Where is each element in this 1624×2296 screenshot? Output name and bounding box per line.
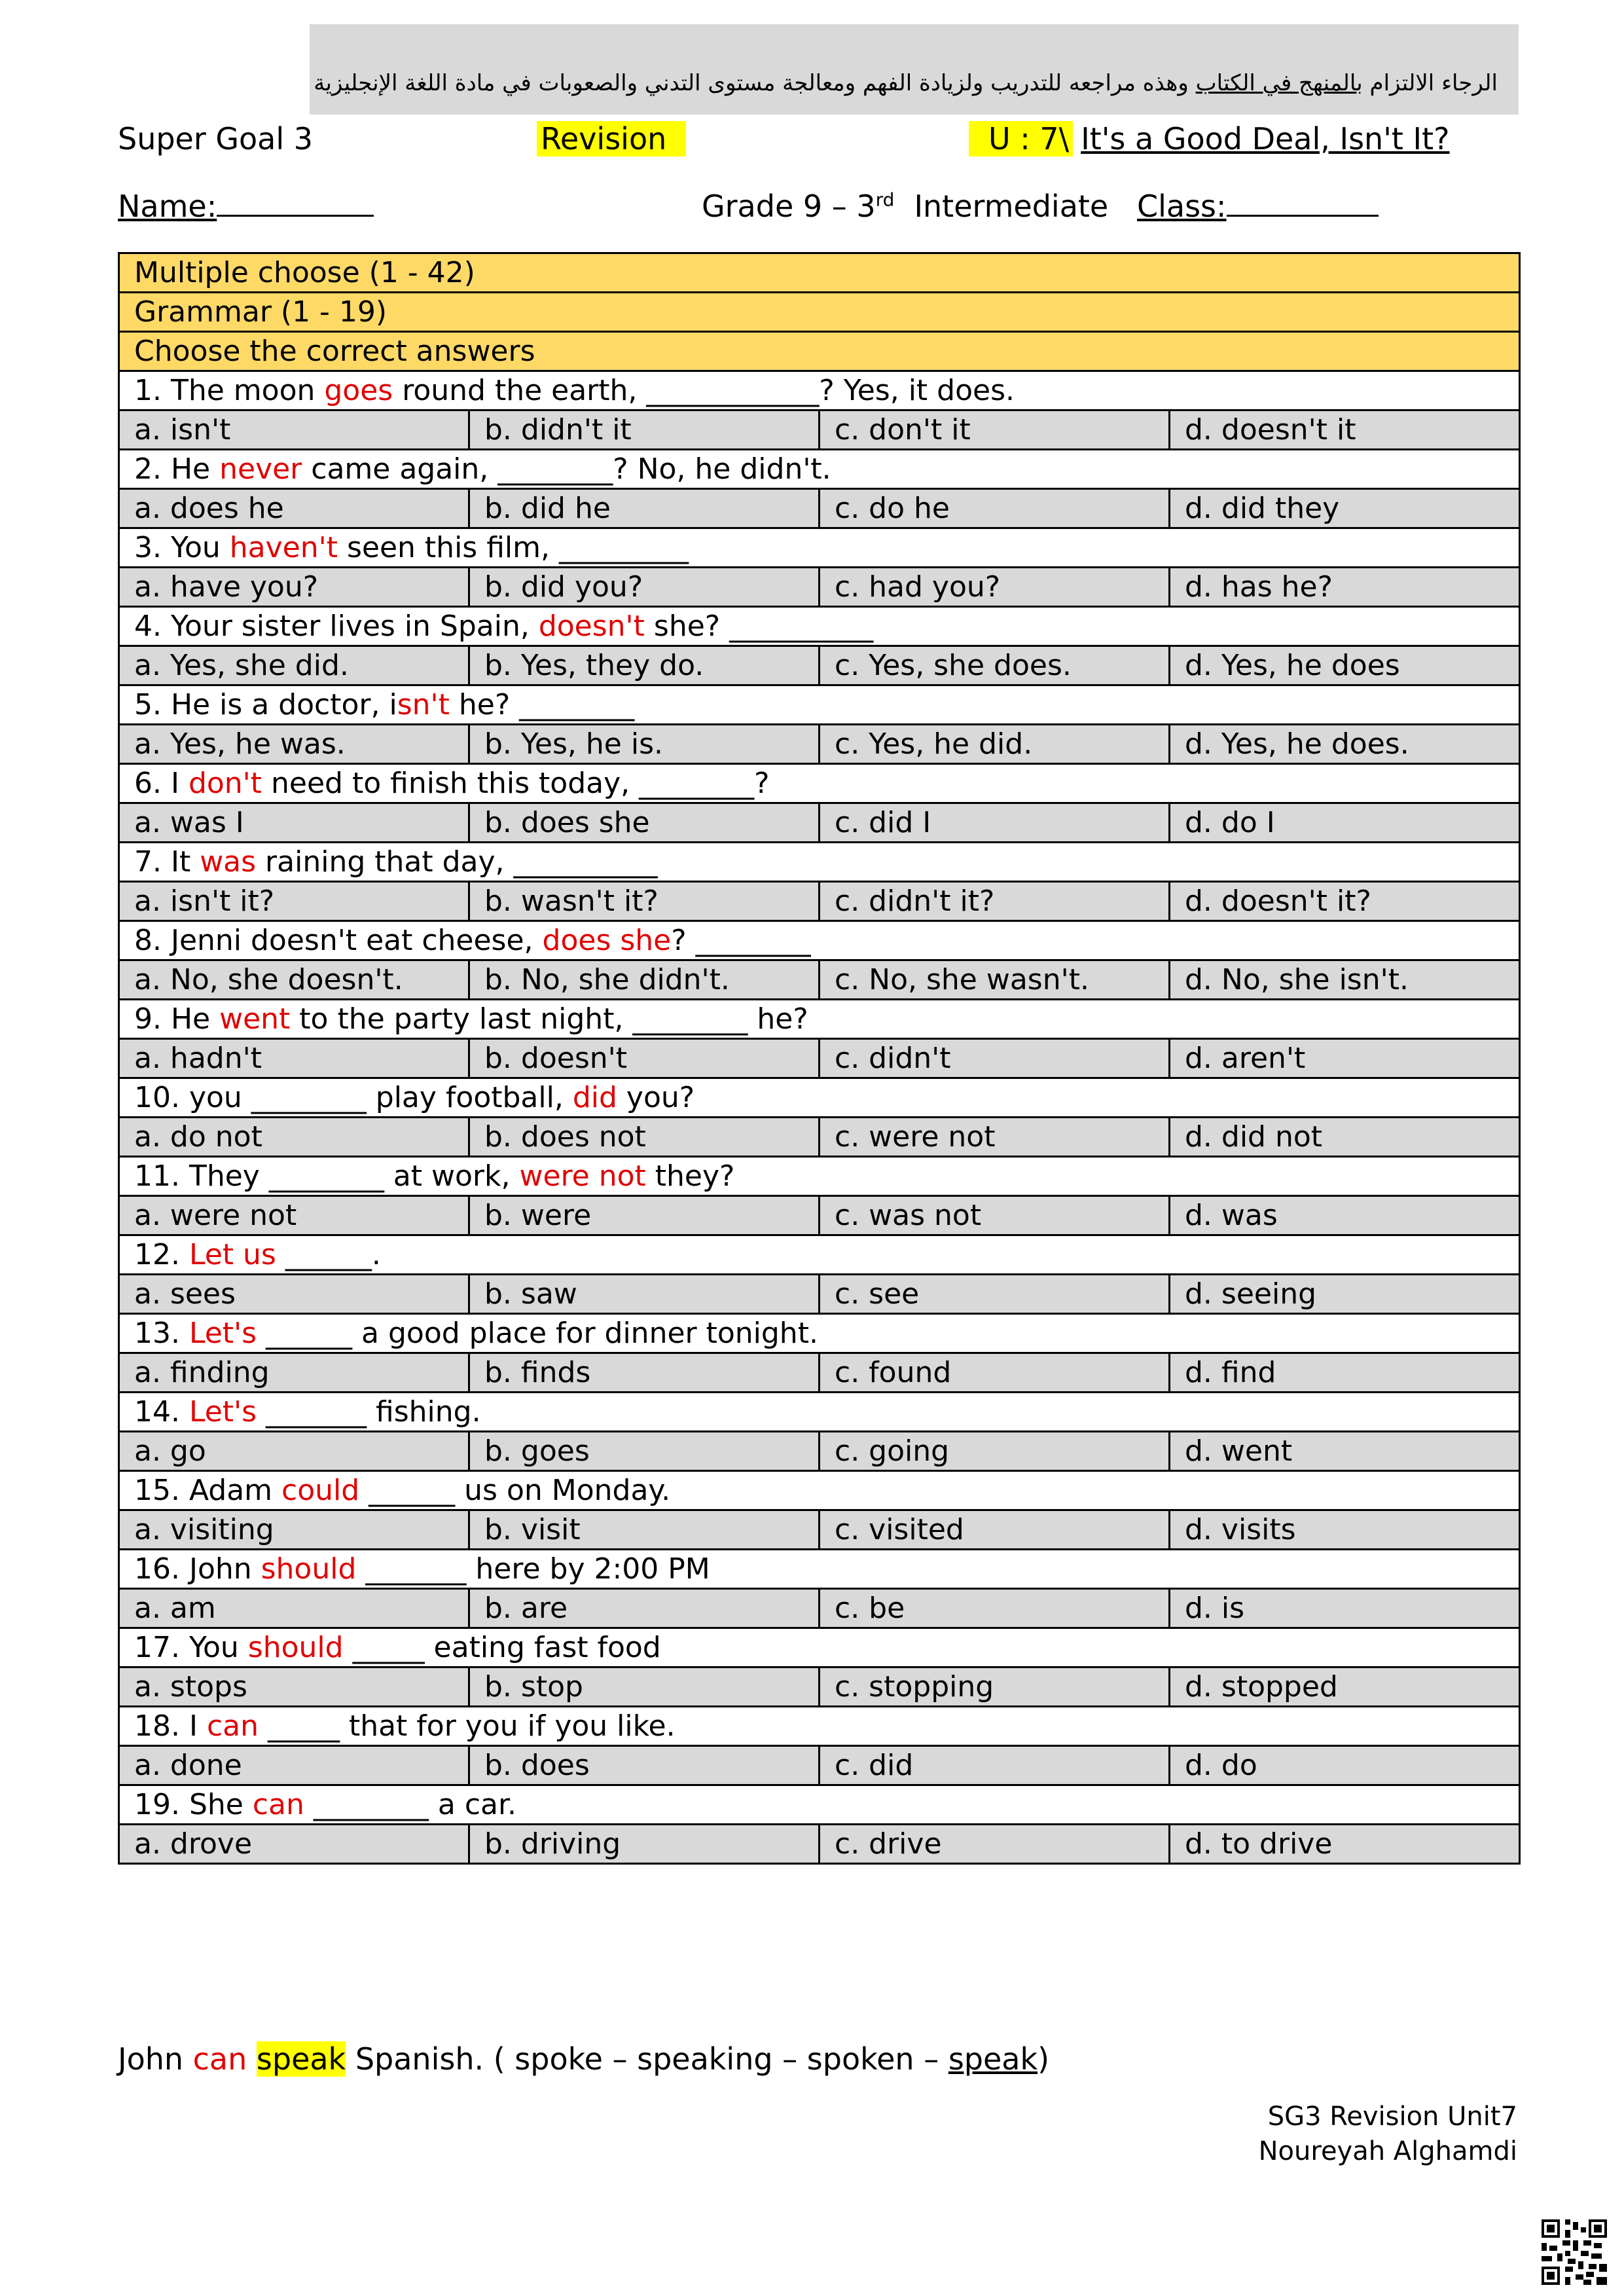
question-fragment: he? ________	[449, 688, 635, 721]
question-fragment: you?	[617, 1081, 695, 1114]
question-fragment: 15. Adam	[134, 1474, 282, 1507]
answer-option[interactable]: d. is	[1170, 1589, 1520, 1628]
answer-option[interactable]: d. doesn't it?	[1170, 882, 1520, 921]
answer-option[interactable]: a. go	[119, 1432, 469, 1471]
question-fragment: 17. You	[134, 1631, 248, 1664]
answer-option[interactable]: c. did	[820, 1746, 1170, 1785]
question-row	[119, 1707, 1520, 1746]
grade-label: Grade 9 – 3rd Intermediate	[702, 189, 1109, 224]
answer-option[interactable]: d. seeing	[1170, 1275, 1520, 1314]
options-row	[119, 882, 1520, 921]
answer-option[interactable]: a. am	[119, 1589, 469, 1628]
question-fragment: 4. Your sister lives in Spain,	[134, 610, 539, 643]
question-fragment: ________ a car.	[304, 1788, 517, 1821]
answer-option[interactable]: c. visited	[820, 1510, 1170, 1550]
keyword: could	[281, 1474, 360, 1507]
answer-option[interactable]: b. were	[469, 1196, 820, 1235]
keyword: was	[200, 845, 257, 879]
question-row	[119, 1628, 1520, 1667]
answer-option[interactable]: a. No, she doesn't.	[119, 960, 469, 1000]
question-row	[119, 1314, 1520, 1353]
question-text	[119, 1235, 1520, 1275]
answer-option[interactable]: b. didn't it	[469, 410, 820, 450]
example-note: John can speak Spanish. ( spoke – speaking – spoken – speak)	[118, 2041, 1050, 2077]
answer-option[interactable]: b. No, she didn't.	[469, 960, 820, 1000]
question-row	[119, 1235, 1520, 1275]
question-fragment: need to finish this today, ________?	[262, 767, 770, 800]
answer-option[interactable]: d. did not	[1170, 1118, 1520, 1157]
options-row	[119, 568, 1520, 607]
answer-option[interactable]: d. do	[1170, 1746, 1520, 1785]
quiz-table	[118, 252, 1521, 1865]
options-row	[119, 1432, 1520, 1471]
question-fragment: 14.	[134, 1395, 189, 1429]
question-fragment: raining that day, __________	[256, 845, 658, 879]
question-fragment: 9. He	[134, 1002, 220, 1036]
answer-option[interactable]: a. were not	[119, 1196, 469, 1235]
options-row	[119, 1196, 1520, 1235]
answer-option[interactable]: c. were not	[820, 1118, 1170, 1157]
question-fragment: 10. you ________ play football,	[134, 1081, 573, 1114]
question-fragment: _______ fishing.	[257, 1395, 481, 1429]
answer-option[interactable]: a. finding	[119, 1353, 469, 1393]
options-row	[119, 489, 1520, 528]
options-row	[119, 725, 1520, 764]
question-row	[119, 450, 1520, 489]
question-text	[119, 685, 1520, 725]
answer-option[interactable]: c. had you?	[820, 568, 1170, 607]
options-row	[119, 1353, 1520, 1393]
options-row	[119, 410, 1520, 450]
banner-instruction: الرجاء الالتزام بالمنهج في الكتاب وهذه مراجعه للتدريب ولزيادة الفهم ومعالجة مستوى التدني والصعوبات في مادة اللغة الإنجليزية	[314, 70, 1498, 96]
options-row	[119, 960, 1520, 1000]
question-fragment: 16. John	[134, 1552, 261, 1586]
answer-option[interactable]: c. drive	[820, 1825, 1170, 1864]
answer-option[interactable]: c. be	[820, 1589, 1170, 1628]
question-text	[119, 1707, 1520, 1746]
question-fragment: 5. He is a doctor, i	[134, 688, 397, 721]
question-fragment: 3. You	[134, 531, 230, 564]
answer-option[interactable]: b. visit	[469, 1510, 820, 1550]
footer-author: Noureyah Alghamdi	[1258, 2136, 1517, 2166]
question-row	[119, 921, 1520, 960]
question-fragment: came again, ________? No, he didn't.	[302, 452, 831, 486]
question-text	[119, 1000, 1520, 1039]
question-text	[119, 1550, 1520, 1589]
answer-option[interactable]: d. find	[1170, 1353, 1520, 1393]
question-fragment: _______ here by 2:00 PM	[356, 1552, 710, 1586]
answer-option[interactable]: b. does not	[469, 1118, 820, 1157]
answer-option[interactable]: d. visits	[1170, 1510, 1520, 1550]
question-row	[119, 764, 1520, 803]
question-text	[119, 1628, 1520, 1667]
answer-option[interactable]: a. done	[119, 1746, 469, 1785]
question-text	[119, 1157, 1520, 1196]
revision-label: Revision	[537, 121, 686, 156]
answer-option[interactable]: a. stops	[119, 1667, 469, 1707]
question-fragment: 6. I	[134, 767, 189, 800]
options-row	[119, 1667, 1520, 1707]
answer-option[interactable]: d. has he?	[1170, 568, 1520, 607]
keyword: did	[572, 1081, 617, 1114]
keyword: can	[252, 1788, 304, 1821]
answer-option[interactable]: b. stop	[469, 1667, 820, 1707]
question-fragment: 8. Jenni doesn't eat cheese,	[134, 924, 543, 957]
answer-option[interactable]: a. Yes, he was.	[119, 725, 469, 764]
grammar-title: Grammar (1 - 19)	[119, 293, 1520, 332]
answer-option[interactable]: a. does he	[119, 489, 469, 528]
keyword: went	[219, 1002, 291, 1036]
answer-option[interactable]: b. Yes, they do.	[469, 646, 820, 685]
answer-option[interactable]: a. do not	[119, 1118, 469, 1157]
keyword: should	[261, 1552, 357, 1586]
keyword: haven't	[229, 531, 338, 564]
question-row	[119, 371, 1520, 410]
answer-option[interactable]: c. see	[820, 1275, 1170, 1314]
question-text	[119, 1471, 1520, 1510]
question-fragment: ? ________	[671, 924, 811, 957]
question-fragment: 11. They ________ at work,	[134, 1159, 520, 1193]
question-row	[119, 1000, 1520, 1039]
answer-option[interactable]: c. didn't it?	[820, 882, 1170, 921]
keyword: can	[206, 1709, 259, 1743]
answer-option[interactable]: a. hadn't	[119, 1039, 469, 1078]
answer-option[interactable]: b. did you?	[469, 568, 820, 607]
answer-option[interactable]: c. was not	[820, 1196, 1170, 1235]
answer-option[interactable]: b. goes	[469, 1432, 820, 1471]
question-text	[119, 1078, 1520, 1118]
question-fragment: ______ a good place for dinner tonight.	[257, 1317, 818, 1350]
options-row	[119, 1275, 1520, 1314]
answer-option[interactable]: d. Yes, he does.	[1170, 725, 1520, 764]
options-row	[119, 646, 1520, 685]
question-row	[119, 1471, 1520, 1510]
answer-option[interactable]: c. Yes, she does.	[820, 646, 1170, 685]
question-row	[119, 843, 1520, 882]
answer-option[interactable]: c. didn't	[820, 1039, 1170, 1078]
answer-option[interactable]: a. have you?	[119, 568, 469, 607]
top-banner	[310, 24, 1519, 115]
answer-option[interactable]: d. No, she isn't.	[1170, 960, 1520, 1000]
question-fragment: seen this film, _________	[338, 531, 689, 564]
question-fragment: 1. The moon	[134, 374, 325, 407]
answer-option[interactable]: d. doesn't it	[1170, 410, 1520, 450]
question-text	[119, 607, 1520, 646]
answer-option[interactable]: d. do I	[1170, 803, 1520, 843]
answer-option[interactable]: b. doesn't	[469, 1039, 820, 1078]
answer-option[interactable]: b. does	[469, 1746, 820, 1785]
instruction-row	[119, 332, 1520, 371]
answer-option[interactable]: d. stopped	[1170, 1667, 1520, 1707]
section-title-row	[119, 253, 1520, 293]
question-fragment: 19. She	[134, 1788, 253, 1821]
keyword: never	[219, 452, 302, 486]
options-row	[119, 803, 1520, 843]
question-text	[119, 843, 1520, 882]
answer-option[interactable]: d. Yes, he does	[1170, 646, 1520, 685]
unit-title: U : 7\ It's a Good Deal, Isn't It?	[969, 121, 1450, 156]
question-row	[119, 528, 1520, 568]
answer-option[interactable]: a. Yes, she did.	[119, 646, 469, 685]
keyword: were not	[519, 1159, 646, 1193]
answer-option[interactable]: a. sees	[119, 1275, 469, 1314]
answer-option[interactable]: c. Yes, he did.	[820, 725, 1170, 764]
answer-option[interactable]: a. isn't	[119, 410, 469, 450]
options-row	[119, 1825, 1520, 1864]
question-row	[119, 1157, 1520, 1196]
answer-option[interactable]: a. drove	[119, 1825, 469, 1864]
answer-option[interactable]: b. does she	[469, 803, 820, 843]
answer-option[interactable]: c. stopping	[820, 1667, 1170, 1707]
question-text	[119, 1314, 1520, 1353]
question-fragment: 12.	[134, 1238, 189, 1271]
answer-option[interactable]: b. Yes, he is.	[469, 725, 820, 764]
question-fragment: _____ that for you if you like.	[258, 1709, 676, 1743]
answer-option[interactable]: b. driving	[469, 1825, 820, 1864]
answer-option[interactable]: b. are	[469, 1589, 820, 1628]
keyword: goes	[324, 374, 393, 407]
question-fragment: they?	[645, 1159, 735, 1193]
instruction: Choose the correct answers	[119, 332, 1520, 371]
answer-option[interactable]: c. did I	[820, 803, 1170, 843]
answer-option[interactable]: b. wasn't it?	[469, 882, 820, 921]
answer-option[interactable]: b. finds	[469, 1353, 820, 1393]
question-fragment: 2. He	[134, 452, 220, 486]
question-fragment: ______ us on Monday.	[359, 1474, 671, 1507]
question-text	[119, 921, 1520, 960]
question-row	[119, 607, 1520, 646]
keyword: should	[247, 1631, 344, 1664]
question-row	[119, 1785, 1520, 1825]
question-text	[119, 371, 1520, 410]
keyword: doesn't	[538, 610, 645, 643]
question-fragment: 7. It	[134, 845, 200, 879]
question-row	[119, 1550, 1520, 1589]
grammar-row	[119, 293, 1520, 332]
question-text	[119, 764, 1520, 803]
keyword: sn't	[397, 688, 450, 721]
question-fragment: 13.	[134, 1317, 189, 1350]
question-fragment: round the earth, ____________? Yes, it does.	[393, 374, 1015, 407]
answer-option[interactable]: d. aren't	[1170, 1039, 1520, 1078]
answer-option[interactable]: a. isn't it?	[119, 882, 469, 921]
answer-option[interactable]: d. to drive	[1170, 1825, 1520, 1864]
answer-option[interactable]: d. did they	[1170, 489, 1520, 528]
keyword: does she	[542, 924, 672, 957]
answer-option[interactable]: a. visiting	[119, 1510, 469, 1550]
question-row	[119, 1078, 1520, 1118]
options-row	[119, 1746, 1520, 1785]
keyword: Let us	[189, 1238, 276, 1271]
question-fragment: 18. I	[134, 1709, 207, 1743]
options-row	[119, 1118, 1520, 1157]
answer-option[interactable]: c. don't it	[820, 410, 1170, 450]
question-text	[119, 450, 1520, 489]
answer-option[interactable]: c. No, she wasn't.	[820, 960, 1170, 1000]
answer-option[interactable]: c. do he	[820, 489, 1170, 528]
answer-option[interactable]: b. saw	[469, 1275, 820, 1314]
question-row	[119, 685, 1520, 725]
question-fragment: ______.	[276, 1238, 381, 1271]
answer-option[interactable]: d. went	[1170, 1432, 1520, 1471]
question-fragment: she? __________	[644, 610, 874, 643]
answer-option[interactable]: c. found	[820, 1353, 1170, 1393]
options-row	[119, 1589, 1520, 1628]
question-fragment: _____ eating fast food	[343, 1631, 661, 1664]
question-text	[119, 1393, 1520, 1432]
section-title: Multiple choose (1 - 42)	[119, 253, 1520, 293]
question-fragment: to the party last night, ________ he?	[290, 1002, 808, 1036]
keyword: don't	[188, 767, 262, 800]
name-field: Name:	[118, 189, 374, 224]
answer-option[interactable]: d. was	[1170, 1196, 1520, 1235]
question-text	[119, 1785, 1520, 1825]
footer-course: SG3 Revision Unit7	[1267, 2102, 1517, 2132]
class-field: Class:	[1137, 189, 1379, 224]
keyword: Let's	[189, 1317, 257, 1350]
answer-option[interactable]: b. did he	[469, 489, 820, 528]
question-row	[119, 1393, 1520, 1432]
keyword: Let's	[189, 1395, 257, 1429]
book-title: Super Goal 3	[118, 121, 314, 156]
question-text	[119, 528, 1520, 568]
options-row	[119, 1510, 1520, 1550]
answer-option[interactable]: c. going	[820, 1432, 1170, 1471]
answer-option[interactable]: a. was I	[119, 803, 469, 843]
options-row	[119, 1039, 1520, 1078]
qr-code-icon	[1542, 2219, 1607, 2285]
